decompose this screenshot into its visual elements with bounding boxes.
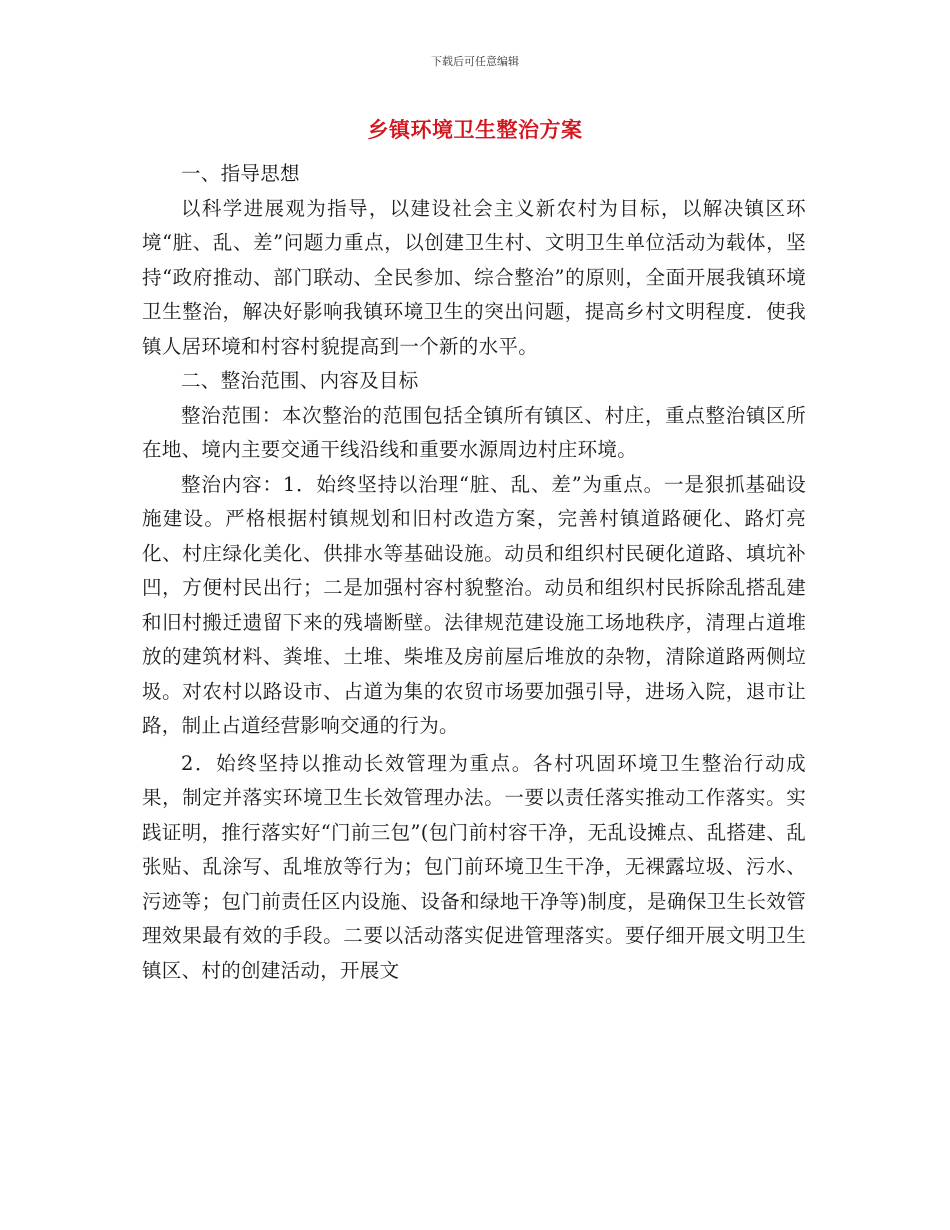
- document-title: 乡镇环境卫生整治方案: [367, 118, 583, 142]
- paragraph-guiding-ideology: 以科学进展观为指导，以建设社会主义新农村为目标，以解决镇区环境“脏、乱、差”问题力重点，以创建卫生村、文明卫生单位活动为载体，坚持“政府推动、部门联动、全民参加、综合整治”的原则，全面开展我镇环境卫生整治，解决好影响我镇环境卫生的突出问题，提高乡村文明程度．使我镇人居环境和村容村貌提高到一个新的水平。: [142, 196, 806, 358]
- paragraph-content: 整治内容：1．始终坚持以治理“脏、乱、差”为重点。一是狠抓基础设施建设。严格根据村镇规划和旧村改造方案，完善村镇道路硬化、路灯亮化、村庄绿化美化、供排水等基础设施。动员和组织村民硬化道路、填坑补凹，方便村民出行；二是加强村容村貌整治。动员和组织村民拆除乱搭乱建和旧村搬迁遗留下来的残墙断壁。法律规范建设施工场地秩序，清理占道堆放的建筑材料、粪堆、土堆、柴堆及房前屋后堆放的杂物，清除道路两侧垃圾。对农村以路设市、占道为集的农贸市场要加强引导，进场入院，退市让路，制止占道经营影响交通的行为。: [142, 472, 806, 737]
- paragraph-long-term-management: 2．始终坚持以推动长效管理为重点。各村巩固环境卫生整治行动成果，制定并落实环境卫生长效管理办法。一要以责任落实推动工作落实。实践证明，推行落实好“门前三包”(包门前村容干净，无乱设摊点、乱搭建、乱张贴、乱涂写、乱堆放等行为；包门前环境卫生干净，无裸露垃圾、污水、污迹等；包门前责任区内设施、设备和绿地干净等)制度，是确保卫生长效管理效果最有效的手段。二要以活动落实促进管理落实。要仔细开展文明卫生镇区、村的创建活动，开展文: [142, 751, 806, 982]
- paragraph-scope: 整治范围：本次整治的范围包括全镇所有镇区、村庄，重点整治镇区所在地、境内主要交通干线沿线和重要水源周边村庄环境。: [142, 403, 806, 461]
- section-heading-guiding-ideology: 一、指导思想: [181, 162, 300, 185]
- document-body: [142, 157, 806, 988]
- section-heading-scope: 二、整治范围、内容及目标: [181, 369, 419, 392]
- header-note: 下载后可任意编辑: [431, 55, 519, 68]
